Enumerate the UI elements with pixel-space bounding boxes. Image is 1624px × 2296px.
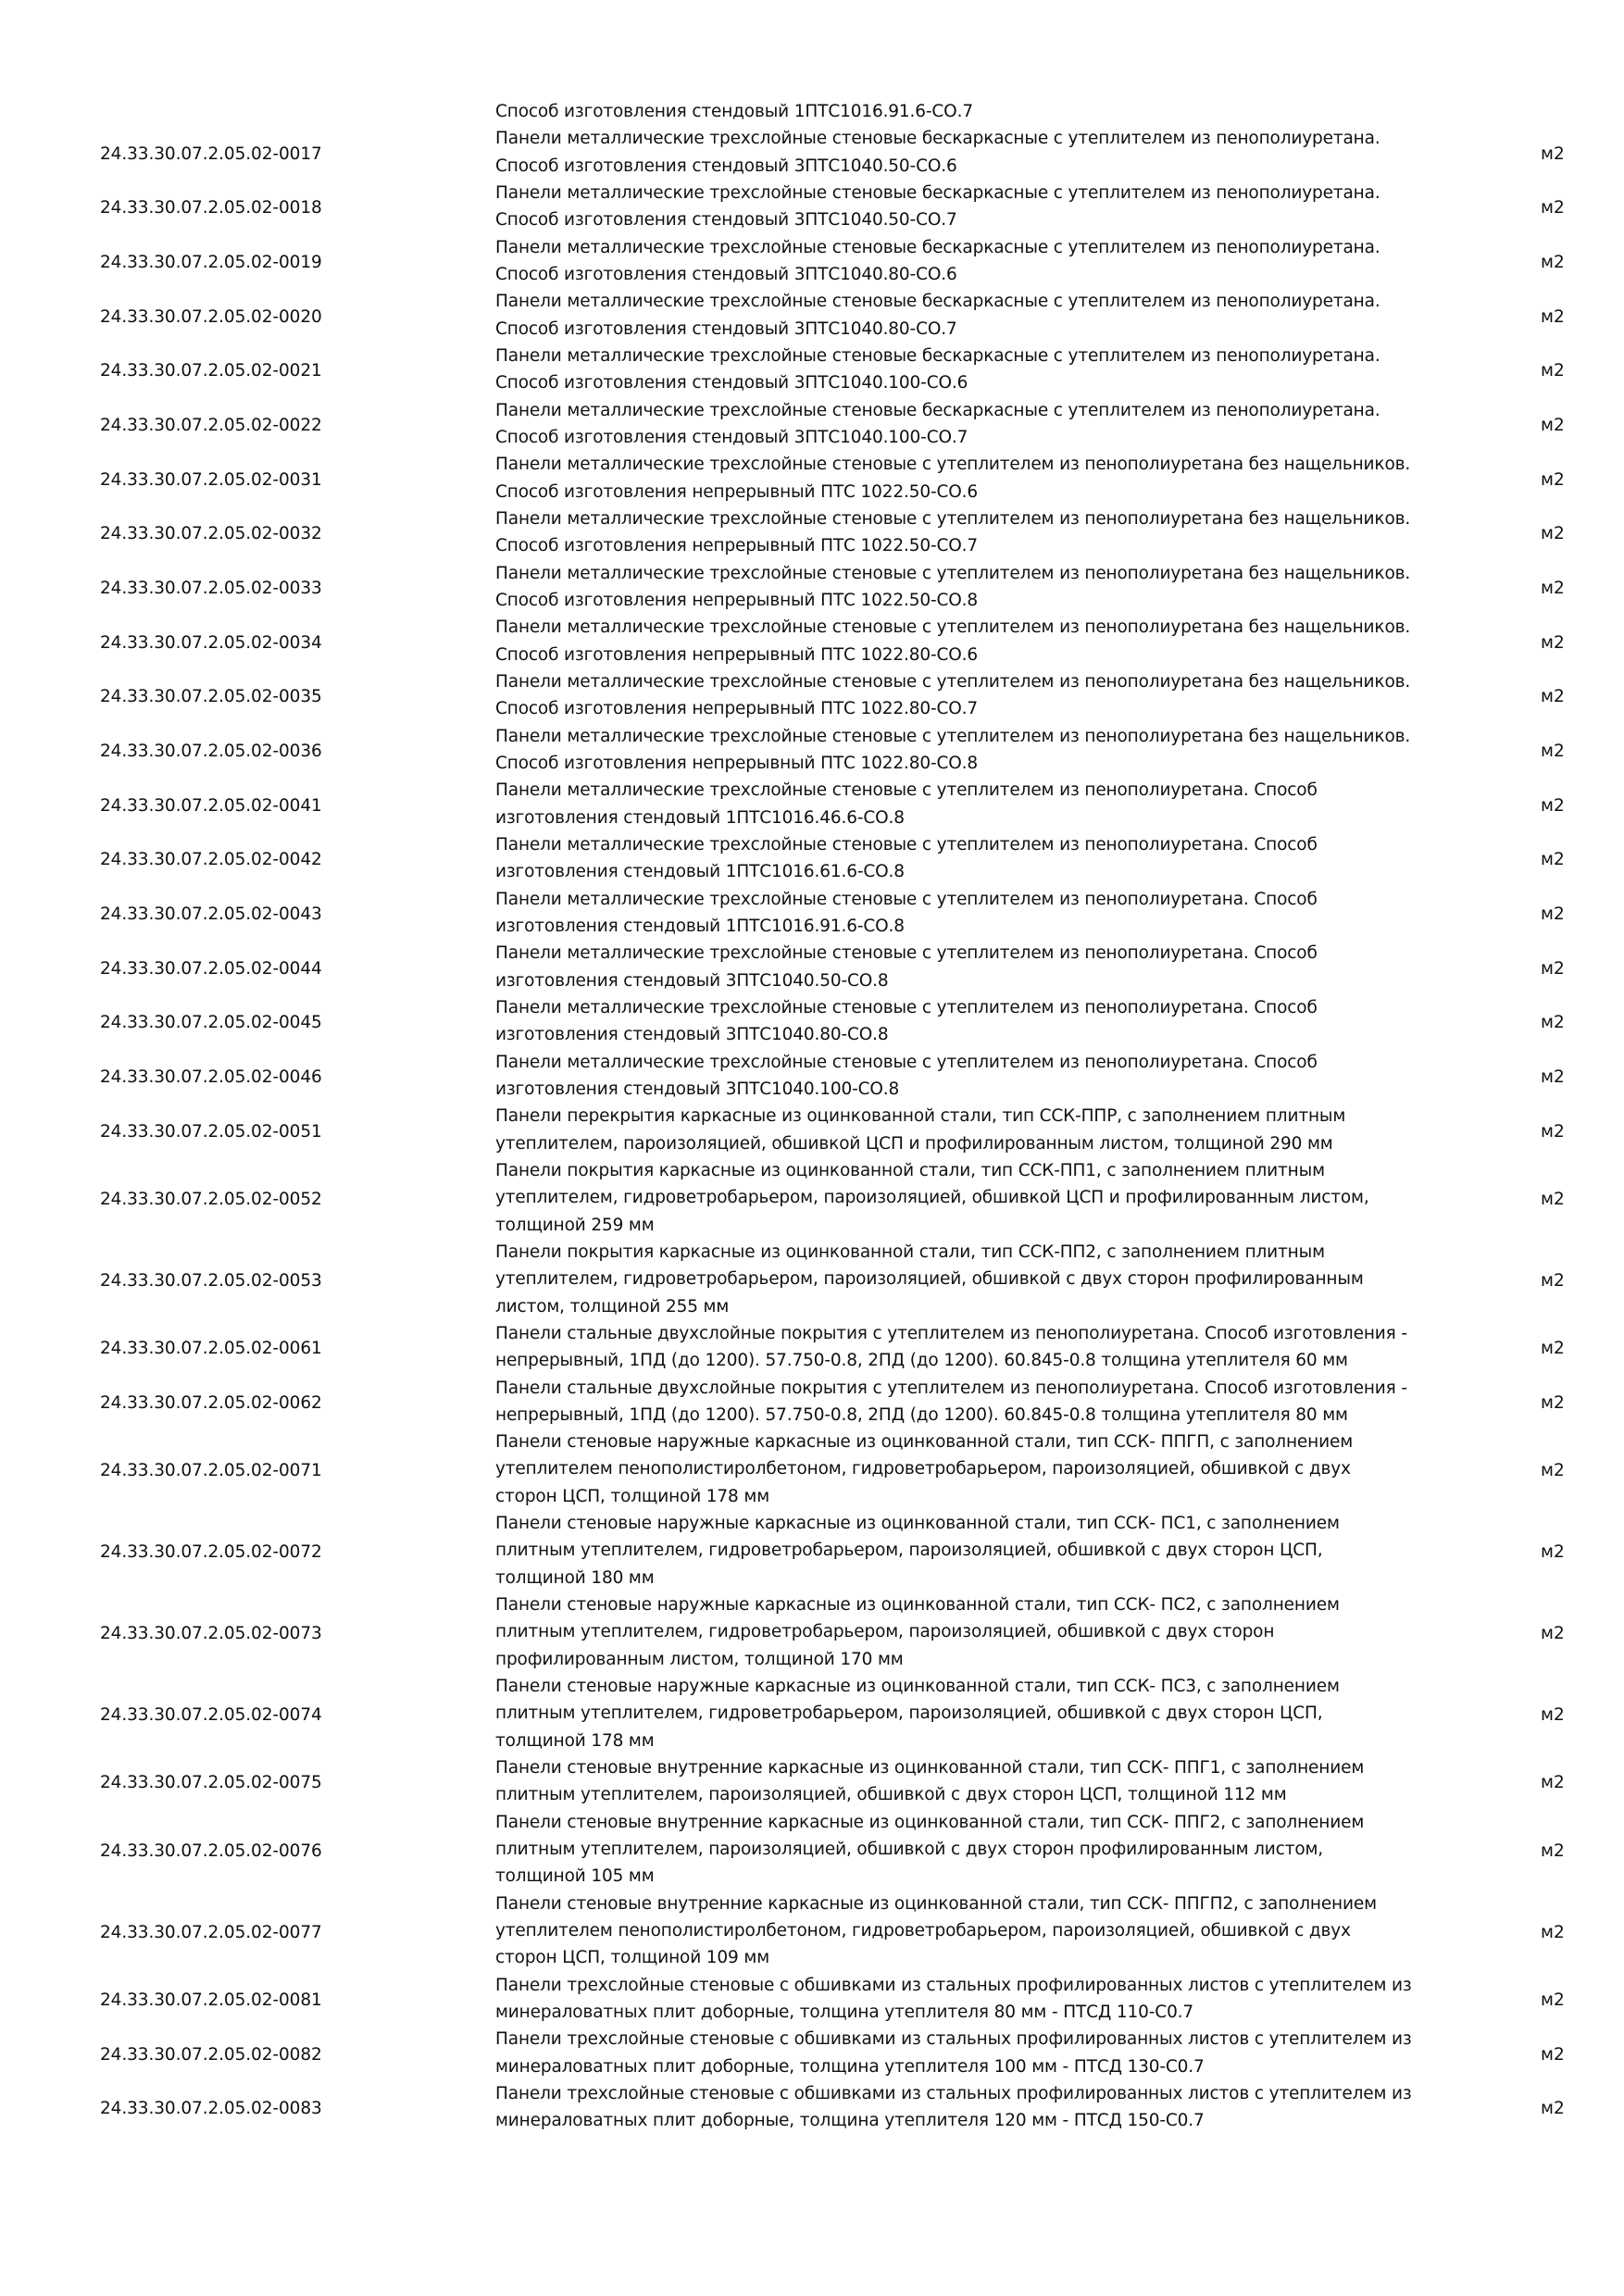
row-description-line: Способ изготовления стендовый 3ПТС1040.50-СО.6 bbox=[495, 156, 957, 176]
row-description-line: Панели металлические трехслойные стеновые с утеплителем из пенополиуретана без нащельников. bbox=[495, 455, 1411, 475]
row-description-line: Панели стеновые наружные каркасные из оцинкованной стали, тип ССК- ПС1, с заполнением bbox=[495, 1514, 1340, 1534]
table-row bbox=[0, 181, 1624, 236]
row-unit: м2 bbox=[1541, 361, 1565, 381]
row-description-line: Способ изготовления непрерывный ПТС 1022.50-СО.6 bbox=[495, 481, 979, 502]
table-row bbox=[0, 1675, 1624, 1756]
table-row bbox=[0, 1159, 1624, 1241]
row-code: 24.33.30.07.2.05.02-0041 bbox=[100, 795, 322, 816]
row-description-line: Панели металлические трехслойные стеновые бескаркасные с утеплителем из пенополиуретана. bbox=[495, 129, 1380, 149]
row-description-line: Панели металлические трехслойные стеновые с утеплителем из пенополиуретана без нащельников. bbox=[495, 508, 1411, 529]
row-description-line: утеплителем, пароизоляцией, обшивкой ЦСП и профилированным листом, толщиной 290 мм bbox=[495, 1133, 1333, 1154]
row-description-line: Панели металлические трехслойные стеновые бескаркасные с утеплителем из пенополиуретана. bbox=[495, 182, 1380, 203]
row-description-line: плитным утеплителем, гидроветробарьером, пароизоляцией, обшивкой с двух сторон bbox=[495, 1622, 1275, 1642]
row-description-line: Панели трехслойные стеновые с обшивками из стальных профилированных листов с утеплителем из bbox=[495, 2029, 1412, 2050]
row-unit: м2 bbox=[1541, 415, 1565, 435]
row-description-line: толщиной 180 мм bbox=[495, 1567, 655, 1588]
row-description-line: Панели металлические трехслойные стеновые с утеплителем из пенополиуретана без нащельников. bbox=[495, 726, 1411, 746]
row-code: 24.33.30.07.2.05.02-0020 bbox=[100, 306, 322, 327]
row-description-line: Панели металлические трехслойные стеновые с утеплителем из пенополиуретана. Способ bbox=[495, 889, 1318, 909]
row-description-line: Панели трехслойные стеновые с обшивками из стальных профилированных листов с утеплителем из bbox=[495, 2084, 1412, 2104]
row-description-line: профилированным листом, толщиной 170 мм bbox=[495, 1649, 904, 1669]
row-description-line: плитным утеплителем, пароизоляцией, обшивкой с двух сторон профилированным листом, bbox=[495, 1840, 1324, 1860]
row-description-line: Панели металлические трехслойные стеновые бескаркасные с утеплителем из пенополиуретана. bbox=[495, 292, 1380, 312]
table-row bbox=[0, 888, 1624, 942]
row-description-line: толщиной 259 мм bbox=[495, 1215, 655, 1235]
row-unit: м2 bbox=[1541, 198, 1565, 218]
row-description-line: минераловатных плит доборные, толщина утеплителя 100 мм - ПТСД 130-С0.7 bbox=[495, 2056, 1205, 2077]
row-code: 24.33.30.07.2.05.02-0046 bbox=[100, 1067, 322, 1087]
row-unit: м2 bbox=[1541, 578, 1565, 598]
row-unit: м2 bbox=[1541, 904, 1565, 924]
row-unit: м2 bbox=[1541, 1990, 1565, 2011]
row-code: 24.33.30.07.2.05.02-0044 bbox=[100, 958, 322, 979]
table-row bbox=[0, 833, 1624, 888]
row-unit: м2 bbox=[1541, 1121, 1565, 1142]
row-code: 24.33.30.07.2.05.02-0051 bbox=[100, 1121, 322, 1142]
row-description-line: непрерывный, 1ПД (до 1200). 57.750-0.8, 2ПД (до 1200). 60.845-0.8 толщина утеплителя 60 мм bbox=[495, 1351, 1348, 1371]
row-code: 24.33.30.07.2.05.02-0073 bbox=[100, 1624, 322, 1644]
row-description-line: плитным утеплителем, гидроветробарьером, пароизоляцией, обшивкой с двух сторон ЦСП, bbox=[495, 1703, 1323, 1724]
row-description-line: Панели покрытия каркасные из оцинкованной стали, тип ССК-ПП2, с заполнением плитным bbox=[495, 1242, 1325, 1262]
table-row bbox=[0, 942, 1624, 996]
row-unit: м2 bbox=[1541, 687, 1565, 707]
table-row bbox=[0, 290, 1624, 344]
row-code: 24.33.30.07.2.05.02-0022 bbox=[100, 415, 322, 435]
row-description-line: Панели металлические трехслойные стеновые бескаркасные с утеплителем из пенополиуретана. bbox=[495, 345, 1380, 366]
table-row bbox=[0, 779, 1624, 833]
row-description-line: изготовления стендовый 3ПТС1040.100-СО.8 bbox=[495, 1079, 900, 1099]
row-description-line: изготовления стендовый 3ПТС1040.50-СО.8 bbox=[495, 970, 889, 991]
row-description-line: Панели металлические трехслойные стеновые с утеплителем из пенополиуретана без нащельников. bbox=[495, 671, 1411, 692]
row-description-line: плитным утеплителем, пароизоляцией, обшивкой с двух сторон ЦСП, толщиной 112 мм bbox=[495, 1785, 1287, 1805]
row-code: 24.33.30.07.2.05.02-0074 bbox=[100, 1705, 322, 1726]
table-row bbox=[0, 2028, 1624, 2082]
row-description-line: Панели металлические трехслойные стеновые бескаркасные с утеплителем из пенополиуретана. bbox=[495, 237, 1380, 257]
row-description-line: Панели металлические трехслойные стеновые с утеплителем из пенополиуретана. Способ bbox=[495, 943, 1318, 964]
row-code: 24.33.30.07.2.05.02-0081 bbox=[100, 1990, 322, 2011]
row-description-line: Способ изготовления стендовый 3ПТС1040.100-СО.7 bbox=[495, 427, 968, 447]
row-unit: м2 bbox=[1541, 1922, 1565, 1942]
row-code: 24.33.30.07.2.05.02-0034 bbox=[100, 632, 322, 653]
table-row bbox=[0, 1892, 1624, 1974]
row-code: 24.33.30.07.2.05.02-0035 bbox=[100, 687, 322, 707]
row-unit: м2 bbox=[1541, 1542, 1565, 1563]
row-description-line: Способ изготовления непрерывный ПТС 1022.80-СО.8 bbox=[495, 753, 979, 773]
row-unit: м2 bbox=[1541, 306, 1565, 327]
row-description-line: Панели металлические трехслойные стеновые с утеплителем из пенополиуретана. Способ bbox=[495, 997, 1318, 1017]
row-description-line: утеплителем, гидроветробарьером, пароизоляцией, обшивкой ЦСП и профилированным листом, bbox=[495, 1188, 1369, 1208]
row-code: 24.33.30.07.2.05.02-0032 bbox=[100, 524, 322, 544]
row-code: 24.33.30.07.2.05.02-0053 bbox=[100, 1270, 322, 1291]
table-row bbox=[0, 1811, 1624, 1892]
row-unit: м2 bbox=[1541, 524, 1565, 544]
row-code: 24.33.30.07.2.05.02-0082 bbox=[100, 2044, 322, 2065]
row-description-line: минераловатных плит доборные, толщина утеплителя 120 мм - ПТСД 150-С0.7 bbox=[495, 2111, 1205, 2131]
row-description-line: Панели металлические трехслойные стеновые с утеплителем из пенополиуретана без нащельников. bbox=[495, 563, 1411, 583]
row-unit: м2 bbox=[1541, 1705, 1565, 1726]
row-code: 24.33.30.07.2.05.02-0052 bbox=[100, 1189, 322, 1209]
row-description-line: утеплителем, гидроветробарьером, пароизоляцией, обшивкой с двух сторон профилированным bbox=[495, 1269, 1364, 1290]
row-code: 24.33.30.07.2.05.02-0077 bbox=[100, 1922, 322, 1942]
table-row bbox=[0, 1974, 1624, 2028]
row-description-line: Способ изготовления непрерывный ПТС 1022.50-СО.7 bbox=[495, 536, 979, 556]
row-code: 24.33.30.07.2.05.02-0018 bbox=[100, 198, 322, 218]
row-description-line: изготовления стендовый 1ПТС1016.91.6-СО.8 bbox=[495, 916, 905, 936]
row-description-line: Панели трехслойные стеновые с обшивками из стальных профилированных листов с утеплителем из bbox=[495, 1975, 1412, 1995]
table-row bbox=[0, 236, 1624, 291]
row-description-line: Панели металлические трехслойные стеновые бескаркасные с утеплителем из пенополиуретана. bbox=[495, 400, 1380, 420]
row-code: 24.33.30.07.2.05.02-0076 bbox=[100, 1841, 322, 1861]
row-description-line: сторон ЦСП, толщиной 109 мм bbox=[495, 1948, 769, 1968]
row-code: 24.33.30.07.2.05.02-0036 bbox=[100, 741, 322, 761]
row-unit: м2 bbox=[1541, 252, 1565, 272]
row-unit: м2 bbox=[1541, 850, 1565, 870]
row-unit: м2 bbox=[1541, 144, 1565, 164]
row-description-line: Панели стеновые внутренние каркасные из оцинкованной стали, тип ССК- ППГП2, с заполнением bbox=[495, 1893, 1377, 1914]
row-unit: м2 bbox=[1541, 469, 1565, 490]
row-code: 24.33.30.07.2.05.02-0017 bbox=[100, 144, 322, 164]
row-description-line: Панели стеновые внутренние каркасные из оцинкованной стали, тип ССК- ППГ2, с заполнением bbox=[495, 1812, 1365, 1832]
row-unit: м2 bbox=[1541, 1461, 1565, 1481]
table-row bbox=[0, 2082, 1624, 2137]
row-code: 24.33.30.07.2.05.02-0071 bbox=[100, 1461, 322, 1481]
row-description-line: Панели металлические трехслойные стеновые с утеплителем из пенополиуретана без нащельников. bbox=[495, 618, 1411, 638]
table-row bbox=[0, 616, 1624, 670]
row-code: 24.33.30.07.2.05.02-0021 bbox=[100, 361, 322, 381]
row-code: 24.33.30.07.2.05.02-0042 bbox=[100, 850, 322, 870]
row-description-line: Способ изготовления непрерывный ПТС 1022.80-СО.7 bbox=[495, 699, 979, 719]
table-row bbox=[0, 670, 1624, 725]
row-description-line: Способ изготовления стендовый 3ПТС1040.80-СО.7 bbox=[495, 318, 957, 339]
row-description-line: Панели стальные двухслойные покрытия с утеплителем из пенополиуретана. Способ изготовления - bbox=[495, 1323, 1407, 1343]
row-unit: м2 bbox=[1541, 1339, 1565, 1359]
row-description-line: Способ изготовления стендовый 3ПТС1040.50-СО.7 bbox=[495, 210, 957, 231]
row-description-line: Панели стеновые наружные каркасные из оцинкованной стали, тип ССК- ПС3, с заполнением bbox=[495, 1677, 1340, 1697]
row-description-line: Панели стеновые наружные каркасные из оцинкованной стали, тип ССК- ППГП, с заполнением bbox=[495, 1432, 1354, 1453]
row-description-line: толщиной 178 мм bbox=[495, 1730, 655, 1751]
row-unit: м2 bbox=[1541, 2044, 1565, 2065]
lead-line bbox=[0, 100, 1624, 124]
table-row bbox=[0, 344, 1624, 399]
row-description-line: Панели металлические трехслойные стеновые с утеплителем из пенополиуретана. Способ bbox=[495, 1052, 1318, 1072]
table-row bbox=[0, 725, 1624, 780]
row-description-line: утеплителем пенополистиролбетоном, гидроветробарьером, пароизоляцией, обшивкой с двух bbox=[495, 1921, 1351, 1941]
lead-line-text: Способ изготовления стендовый 1ПТС1016.91.6-СО.7 bbox=[495, 102, 973, 121]
row-description-line: Панели перекрытия каркасные из оцинкованной стали, тип ССК-ППР, с заполнением плитным bbox=[495, 1106, 1346, 1127]
table-row bbox=[0, 1593, 1624, 1675]
table-row bbox=[0, 1322, 1624, 1377]
row-code: 24.33.30.07.2.05.02-0045 bbox=[100, 1013, 322, 1033]
row-description-line: изготовления стендовый 1ПТС1016.61.6-СО.8 bbox=[495, 862, 905, 882]
row-code: 24.33.30.07.2.05.02-0075 bbox=[100, 1773, 322, 1793]
row-unit: м2 bbox=[1541, 1189, 1565, 1209]
row-code: 24.33.30.07.2.05.02-0083 bbox=[100, 2099, 322, 2119]
row-unit: м2 bbox=[1541, 1773, 1565, 1793]
table-row bbox=[0, 1241, 1624, 1322]
row-description-line: листом, толщиной 255 мм bbox=[495, 1296, 730, 1316]
row-description-line: Способ изготовления непрерывный ПТС 1022.80-СО.6 bbox=[495, 644, 979, 665]
row-description-line: Панели металлические трехслойные стеновые с утеплителем из пенополиуретана. Способ bbox=[495, 780, 1318, 801]
table-row bbox=[0, 1430, 1624, 1512]
row-description-line: Панели металлические трехслойные стеновые с утеплителем из пенополиуретана. Способ bbox=[495, 834, 1318, 855]
row-unit: м2 bbox=[1541, 1067, 1565, 1087]
row-description-line: минераловатных плит доборные, толщина утеплителя 80 мм - ПТСД 110-С0.7 bbox=[495, 2003, 1194, 2023]
table-row bbox=[0, 1104, 1624, 1159]
row-code: 24.33.30.07.2.05.02-0043 bbox=[100, 904, 322, 924]
row-description-line: утеплителем пенополистиролбетоном, гидроветробарьером, пароизоляцией, обшивкой с двух bbox=[495, 1459, 1351, 1479]
row-description-line: Панели стальные двухслойные покрытия с утеплителем из пенополиуретана. Способ изготовления - bbox=[495, 1378, 1407, 1398]
table-row bbox=[0, 507, 1624, 562]
row-description-line: Панели стеновые внутренние каркасные из оцинкованной стали, тип ССК- ППГ1, с заполнением bbox=[495, 1758, 1365, 1778]
table-row bbox=[0, 996, 1624, 1051]
table-row bbox=[0, 1377, 1624, 1431]
table-row bbox=[0, 453, 1624, 507]
row-description-line: сторон ЦСП, толщиной 178 мм bbox=[495, 1486, 769, 1506]
table-row bbox=[0, 399, 1624, 454]
row-unit: м2 bbox=[1541, 1270, 1565, 1291]
row-unit: м2 bbox=[1541, 741, 1565, 761]
row-unit: м2 bbox=[1541, 632, 1565, 653]
row-description-line: Способ изготовления непрерывный ПТС 1022.50-СО.8 bbox=[495, 590, 979, 610]
row-description-line: плитным утеплителем, гидроветробарьером, пароизоляцией, обшивкой с двух сторон ЦСП, bbox=[495, 1541, 1323, 1561]
row-unit: м2 bbox=[1541, 958, 1565, 979]
row-description-line: изготовления стендовый 1ПТС1016.46.6-СО.8 bbox=[495, 807, 905, 828]
row-code: 24.33.30.07.2.05.02-0072 bbox=[100, 1542, 322, 1563]
row-code: 24.33.30.07.2.05.02-0031 bbox=[100, 469, 322, 490]
row-description-line: непрерывный, 1ПД (до 1200). 57.750-0.8, 2ПД (до 1200). 60.845-0.8 толщина утеплителя 80 мм bbox=[495, 1404, 1348, 1425]
table-row bbox=[0, 1512, 1624, 1593]
table-row bbox=[0, 562, 1624, 617]
table-row bbox=[0, 127, 1624, 181]
row-unit: м2 bbox=[1541, 795, 1565, 816]
row-code: 24.33.30.07.2.05.02-0062 bbox=[100, 1392, 322, 1413]
row-code: 24.33.30.07.2.05.02-0061 bbox=[100, 1339, 322, 1359]
row-unit: м2 bbox=[1541, 1841, 1565, 1861]
row-description-line: Панели стеновые наружные каркасные из оцинкованной стали, тип ССК- ПС2, с заполнением bbox=[495, 1595, 1340, 1616]
table-row bbox=[0, 1756, 1624, 1811]
row-unit: м2 bbox=[1541, 2099, 1565, 2119]
table-row bbox=[0, 1051, 1624, 1105]
row-description-line: Способ изготовления стендовый 3ПТС1040.100-СО.6 bbox=[495, 373, 968, 393]
row-description-line: Панели покрытия каркасные из оцинкованной стали, тип ССК-ПП1, с заполнением плитным bbox=[495, 1160, 1325, 1180]
row-code: 24.33.30.07.2.05.02-0033 bbox=[100, 578, 322, 598]
row-description-line: изготовления стендовый 3ПТС1040.80-СО.8 bbox=[495, 1025, 889, 1045]
row-description-line: толщиной 105 мм bbox=[495, 1866, 655, 1887]
row-code: 24.33.30.07.2.05.02-0019 bbox=[100, 252, 322, 272]
row-unit: м2 bbox=[1541, 1392, 1565, 1413]
row-unit: м2 bbox=[1541, 1624, 1565, 1644]
row-description-line: Способ изготовления стендовый 3ПТС1040.80-СО.6 bbox=[495, 264, 957, 284]
row-unit: м2 bbox=[1541, 1013, 1565, 1033]
